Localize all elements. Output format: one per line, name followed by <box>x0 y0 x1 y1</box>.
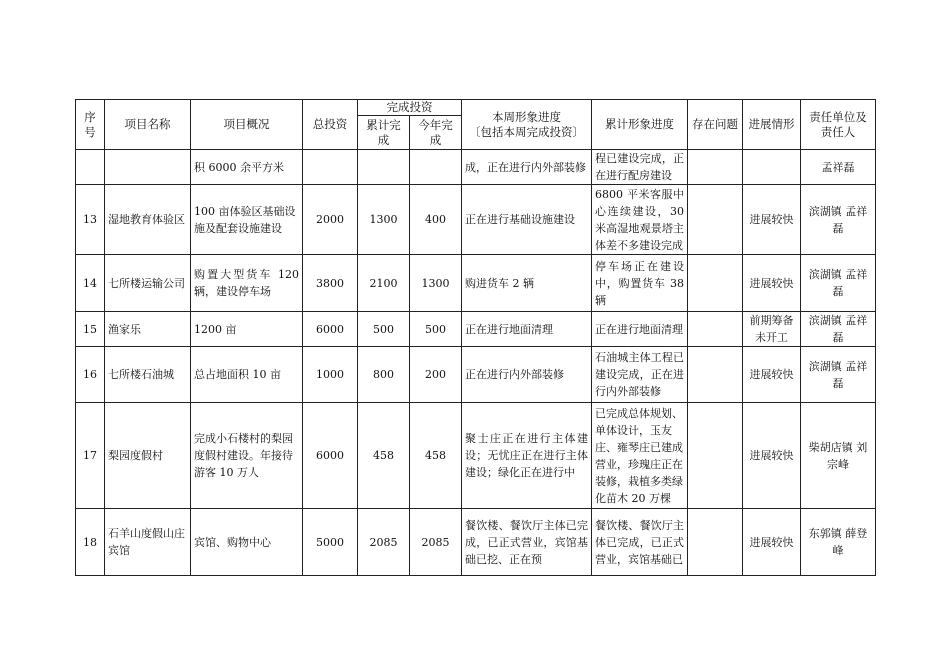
cell-seq: 18 <box>76 509 105 576</box>
table-row <box>76 150 876 185</box>
cell-total: 6000 <box>303 312 358 347</box>
header-status: 进展情形 <box>743 100 801 150</box>
cell-overview: 积 6000 余平方米 <box>191 150 303 185</box>
cell-seq: 16 <box>76 347 105 403</box>
cell-project-name: 渔家乐 <box>105 312 191 347</box>
cell-cumulative-progress: 石油城主体工程已建设完成，正在进行内外部装修 <box>592 347 688 403</box>
cell-total: 5000 <box>303 509 358 576</box>
cell-cumulative <box>358 150 410 185</box>
header-issues: 存在问题 <box>688 100 743 150</box>
cell-responsible: 滨湖镇 孟祥磊 <box>801 347 876 403</box>
table-row <box>76 347 876 403</box>
cell-total <box>303 150 358 185</box>
cell-weekly-progress: 成，正在进行内外部装修 <box>462 150 592 185</box>
cell-status: 进展较快 <box>743 255 801 312</box>
cell-weekly-progress: 餐饮楼、餐饮厅主体已完成，已正式营业，宾馆基础已挖、正在预 <box>462 509 592 576</box>
cell-overview: 购置大型货车 120 辆，建设停车场 <box>191 255 303 312</box>
cell-weekly-progress: 购进货车 2 辆 <box>462 255 592 312</box>
cell-issues <box>688 185 743 255</box>
cell-issues <box>688 509 743 576</box>
header-cumulative-completed: 累计完成 <box>358 116 410 150</box>
cell-overview: 完成小石楼村的梨园度假村建设。年接待游客 10 万人 <box>191 403 303 509</box>
cell-status: 进展较快 <box>743 403 801 509</box>
cell-cumulative: 800 <box>358 347 410 403</box>
cell-total: 1000 <box>303 347 358 403</box>
cell-responsible: 滨湖镇 孟祥磊 <box>801 255 876 312</box>
project-progress-table <box>75 99 876 576</box>
cell-responsible: 滨湖镇 孟祥磊 <box>801 312 876 347</box>
cell-status: 进展较快 <box>743 509 801 576</box>
cell-cumulative: 1300 <box>358 185 410 255</box>
header-weekly-progress <box>462 100 592 150</box>
cell-this-year: 400 <box>410 185 462 255</box>
cell-this-year: 2085 <box>410 509 462 576</box>
cell-issues <box>688 150 743 185</box>
cell-project-name: 七所楼运输公司 <box>105 255 191 312</box>
cell-cumulative-progress: 程已建设完成，正在进行配房建设 <box>592 150 688 185</box>
cell-total: 6000 <box>303 403 358 509</box>
cell-seq: 17 <box>76 403 105 509</box>
cell-weekly-progress: 正在进行地面清理 <box>462 312 592 347</box>
table-row <box>76 403 876 509</box>
cell-status <box>743 150 801 185</box>
cell-overview: 宾馆、购物中心 <box>191 509 303 576</box>
cell-cumulative-progress: 停车场正在建设中，购置货车 38 辆 <box>592 255 688 312</box>
cell-seq: 15 <box>76 312 105 347</box>
cell-responsible: 东郭镇 薛登峰 <box>801 509 876 576</box>
cell-status: 前期筹备未开工 <box>743 312 801 347</box>
cell-seq: 14 <box>76 255 105 312</box>
cell-cumulative-progress: 已完成总体规划、单体设计，玉友庄、雍琴庄已建成营业，珍瑰庄正在装修，栽植多类绿化苗木 20 万棵 <box>592 403 688 509</box>
cell-status: 进展较快 <box>743 347 801 403</box>
header-weekly-line2: 〔包括本周完成投资〕 <box>469 124 584 139</box>
cell-cumulative: 2100 <box>358 255 410 312</box>
cell-status: 进展较快 <box>743 185 801 255</box>
cell-this-year: 500 <box>410 312 462 347</box>
cell-seq: 13 <box>76 185 105 255</box>
cell-seq <box>76 150 105 185</box>
cell-cumulative-progress: 6800 平米客服中心连续建设，30 米高湿地观景塔主体差不多建设完成 <box>592 185 688 255</box>
cell-project-name: 石羊山度假山庄宾馆 <box>105 509 191 576</box>
table-row <box>76 185 876 255</box>
header-project-name: 项目名称 <box>105 100 191 150</box>
cell-responsible: 柴胡店镇 刘宗峰 <box>801 403 876 509</box>
table-row <box>76 255 876 312</box>
cell-weekly-progress: 聚士庄正在进行主体建设；无忧庄正在进行主体建设；绿化正在进行中 <box>462 403 592 509</box>
cell-cumulative: 458 <box>358 403 410 509</box>
cell-project-name: 梨园度假村 <box>105 403 191 509</box>
table-row <box>76 312 876 347</box>
header-overview: 项目概况 <box>191 100 303 150</box>
header-responsible: 责任单位及责任人 <box>801 100 876 150</box>
cell-issues <box>688 347 743 403</box>
cell-issues <box>688 403 743 509</box>
header-completed-investment: 完成投资 <box>358 100 462 116</box>
table-row <box>76 509 876 576</box>
cell-overview: 总占地面积 10 亩 <box>191 347 303 403</box>
cell-issues <box>688 312 743 347</box>
cell-cumulative-progress: 餐饮楼、餐饮厅主体已完成，已正式营业，宾馆基础已 <box>592 509 688 576</box>
cell-project-name: 七所楼石油城 <box>105 347 191 403</box>
cell-overview: 100 亩体验区基础设施及配套设施建设 <box>191 185 303 255</box>
cell-responsible: 孟祥磊 <box>801 150 876 185</box>
header-seq: 序号 <box>76 100 105 150</box>
cell-cumulative: 2085 <box>358 509 410 576</box>
cell-weekly-progress: 正在进行内外部装修 <box>462 347 592 403</box>
cell-cumulative: 500 <box>358 312 410 347</box>
cell-this-year: 458 <box>410 403 462 509</box>
cell-project-name: 湿地教育体验区 <box>105 185 191 255</box>
header-cumulative-progress: 累计形象进度 <box>592 100 688 150</box>
cell-this-year <box>410 150 462 185</box>
header-this-year-completed: 今年完成 <box>410 116 462 150</box>
header-total-investment: 总投资 <box>303 100 358 150</box>
header-weekly-line1: 本周形象进度 <box>492 109 561 124</box>
cell-responsible: 滨湖镇 孟祥磊 <box>801 185 876 255</box>
cell-project-name <box>105 150 191 185</box>
cell-this-year: 1300 <box>410 255 462 312</box>
cell-total: 2000 <box>303 185 358 255</box>
cell-cumulative-progress: 正在进行地面清理 <box>592 312 688 347</box>
cell-weekly-progress: 正在进行基础设施建设 <box>462 185 592 255</box>
cell-overview: 1200 亩 <box>191 312 303 347</box>
cell-total: 3800 <box>303 255 358 312</box>
cell-this-year: 200 <box>410 347 462 403</box>
cell-issues <box>688 255 743 312</box>
